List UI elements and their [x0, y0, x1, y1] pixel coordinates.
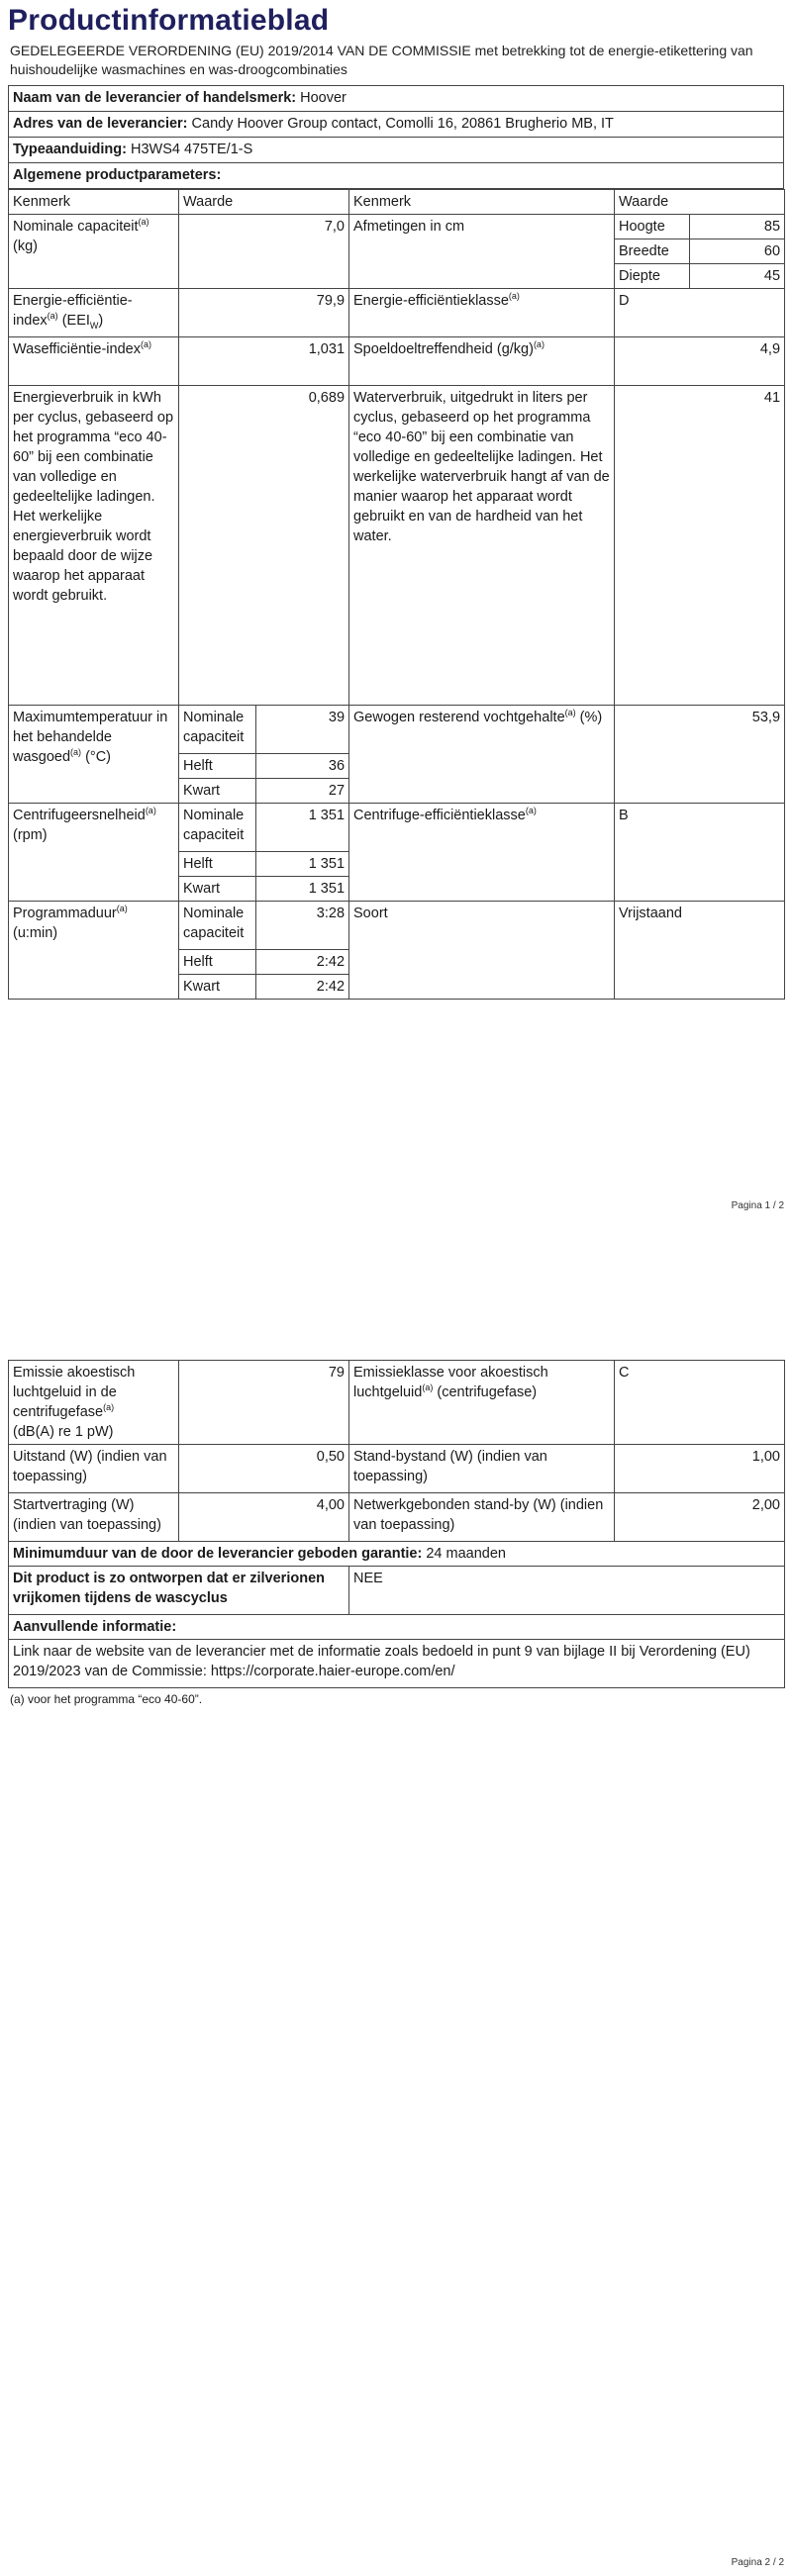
- silver-ions-label: Dit product is zo ontworpen dat er zilverionen vrijkomen tijdens de wascyclus: [9, 1567, 349, 1615]
- table-row: Energie-efficiëntie-index$^{(a)}$ $(EEI_W)$ 79,9 Energie-efficiëntieklasse$^{(a)}$ D: [9, 289, 785, 337]
- rinse-value: 4,9: [615, 337, 785, 386]
- spin-speed-sub: Kwart: [179, 877, 256, 902]
- height-value: 85: [690, 215, 785, 239]
- address-value: Candy Hoover Group contact, Comolli 16, 20861 Brugherio MB, IT: [191, 116, 614, 132]
- table-row: [9, 1567, 785, 1615]
- additional-info-text: Link naar de website van de leverancier met de informatie zoals bedoeld in punt 9 van bijlage II bij Verordening (EU) 2019/2023 van de Commissie: https://corporate.haier-europe.com/en/: [9, 1640, 785, 1688]
- capacity-value: 7,0: [179, 215, 349, 289]
- moisture-label: Gewogen resterend vochtgehalte: [353, 710, 565, 725]
- standby-label: Stand-bystand (W) (indien van toepassing): [349, 1445, 615, 1493]
- noise-unit: (dB(A) re 1 pW): [13, 1424, 114, 1440]
- noise-value: 79: [179, 1361, 349, 1445]
- energy-consumption-value: 0,689: [179, 386, 349, 706]
- model-value: H3WS4 475TE/1-S: [130, 142, 253, 157]
- warranty-value: 24 maanden: [426, 1546, 506, 1562]
- duration-label: Programmaduur: [13, 906, 117, 921]
- spin-speed-label: Centrifugeersnelheid: [13, 808, 146, 823]
- capacity-unit: (kg): [13, 239, 38, 254]
- header-waarde-2: Waarde: [615, 190, 785, 215]
- table-row: [9, 1615, 785, 1640]
- type-value: Vrijstaand: [615, 902, 785, 1000]
- regulation-text: GEDELEGEERDE VERORDENING (EU) 2019/2014 VAN DE COMMISSIE met betrekking tot de energie-etikettering van huishoudelijke wasmachines en was-droogcombinaties: [10, 43, 753, 77]
- height-label: Hoogte: [615, 215, 690, 239]
- eei-value: 79,9: [179, 289, 349, 337]
- duration-sub: Nominale capaciteit: [179, 902, 256, 950]
- table-row: Maximumtemperatuur in het behandelde wasgoed$^{(a)}$ (°C) Nominale capaciteit 39 Gewogen resterend vochtgehalte$^{(a)}$ (%) 53,9: [9, 706, 785, 754]
- max-temp-sub: Nominale capaciteit: [179, 706, 256, 754]
- duration-sub: Kwart: [179, 975, 256, 1000]
- delay-start-value: 4,00: [179, 1493, 349, 1542]
- silver-ions-value: NEE: [349, 1567, 785, 1615]
- params-heading: Algemene productparameters:: [9, 163, 783, 189]
- spin-class-label: Centrifuge-efficiëntieklasse: [353, 808, 526, 823]
- address-label: Adres van de leverancier:: [13, 116, 188, 132]
- energy-class-value: D: [615, 289, 785, 337]
- max-temp-value: 36: [256, 754, 349, 779]
- supplier-label: Naam van de leverancier of handelsmerk:: [13, 90, 297, 106]
- document-title: Productinformatieblad: [8, 4, 330, 37]
- max-temp-unit: (°C): [85, 749, 112, 765]
- moisture-value: 53,9: [615, 706, 785, 804]
- spin-class-value: B: [615, 804, 785, 902]
- model-label: Typeaanduiding:: [13, 142, 127, 157]
- spin-speed-value: 1 351: [256, 804, 349, 852]
- duration-sub: Helft: [179, 950, 256, 975]
- rinse-label: Spoeldoeltreffendheid (g/kg): [353, 341, 534, 357]
- page-2: [8, 1360, 784, 1707]
- page-number-1: Pagina 1 / 2: [731, 1200, 784, 1211]
- page-number-2: Pagina 2 / 2: [731, 2557, 784, 2568]
- spin-speed-sub: Nominale capaciteit: [179, 804, 256, 852]
- header-kenmerk-2: Kenmerk: [349, 190, 615, 215]
- table-row: [9, 1445, 785, 1493]
- network-standby-value: 2,00: [615, 1493, 785, 1542]
- supplier-value: Hoover: [300, 90, 346, 106]
- header-waarde: Waarde: [179, 190, 349, 215]
- max-temp-sub: Helft: [179, 754, 256, 779]
- table-row: Centrifugeersnelheid$^{(a)}$ (rpm) Nominale capaciteit 1 351 Centrifuge-efficiëntieklasse$^{(a)}$ B: [9, 804, 785, 852]
- max-temp-label: Maximumtemperatuur in het behandelde wasgoed: [13, 710, 168, 765]
- eei-label: Energie-efficiëntie-index: [13, 293, 133, 329]
- standby-value: 1,00: [615, 1445, 785, 1493]
- depth-label: Diepte: [615, 264, 690, 289]
- table-row: [9, 386, 785, 706]
- noise-label: Emissie akoestisch luchtgeluid in de centrifugefase: [13, 1365, 136, 1420]
- type-label: Soort: [349, 902, 615, 1000]
- width-value: 60: [690, 239, 785, 264]
- wash-efficiency-value: 1,031: [179, 337, 349, 386]
- energy-consumption-label: Energieverbruik in kWh per cyclus, gebaseerd op het programma “eco 40-60” bij een combinatie van volledige en gedeeltelijke ladingen. Het werkelijke energieverbruik wordt bepaald door de wijze waarop het apparaat wordt gebruikt.: [9, 386, 179, 706]
- table-row: [9, 1542, 785, 1567]
- table-row: Emissie akoestisch luchtgeluid in de centrifugefase$^{(a)}$ (dB(A) re 1 pW) 79 Emissieklasse voor akoestisch luchtgeluid$^{(a)}$ (centrifugefase) C: [9, 1361, 785, 1445]
- supplier-info-box: [8, 85, 784, 189]
- spin-speed-value: 1 351: [256, 852, 349, 877]
- model-row: [9, 138, 783, 163]
- dimensions-label: Afmetingen in cm: [349, 215, 615, 289]
- page-1: [8, 4, 784, 1000]
- delay-start-label: Startvertraging (W) (indien van toepassing): [9, 1493, 179, 1542]
- warranty-label: Minimumduur van de door de leverancier geboden garantie:: [13, 1546, 423, 1562]
- supplier-row: [9, 86, 783, 112]
- footnote: (a) voor het programma “eco 40-60”.: [10, 1692, 203, 1706]
- noise-class-unit: (centrifugefase): [437, 1384, 538, 1400]
- duration-unit: (u:min): [13, 925, 58, 941]
- address-row: [9, 112, 783, 138]
- max-temp-value: 27: [256, 779, 349, 804]
- width-label: Breedte: [615, 239, 690, 264]
- network-standby-label: Netwerkgebonden stand-by (W) (indien van toepassing): [349, 1493, 615, 1542]
- off-mode-label: Uitstand (W) (indien van toepassing): [9, 1445, 179, 1493]
- duration-value: 2:42: [256, 975, 349, 1000]
- water-consumption-label: Waterverbruik, uitgedrukt in liters per cyclus, gebaseerd op het programma “eco 40-60” bij een combinatie van volledige en gedeeltelijke ladingen. Het werkelijke waterverbruik hangt af van de manier waarop het apparaat wordt gebruikt en van de hardheid van het water.: [349, 386, 615, 706]
- duration-value: 3:28: [256, 902, 349, 950]
- capacity-label: Nominale capaciteit: [13, 219, 139, 235]
- off-mode-value: 0,50: [179, 1445, 349, 1493]
- table-row: [9, 1640, 785, 1688]
- noise-class-label: Emissieklasse voor akoestisch luchtgeluid: [353, 1365, 548, 1400]
- table-header-row: [9, 190, 785, 215]
- moisture-unit: (%): [579, 710, 603, 725]
- header-kenmerk: Kenmerk: [9, 190, 179, 215]
- energy-class-label: Energie-efficiëntieklasse: [353, 293, 509, 309]
- noise-class-value: C: [615, 1361, 785, 1445]
- max-temp-sub: Kwart: [179, 779, 256, 804]
- max-temp-value: 39: [256, 706, 349, 754]
- duration-value: 2:42: [256, 950, 349, 975]
- spin-speed-sub: Helft: [179, 852, 256, 877]
- spin-speed-unit: (rpm): [13, 827, 48, 843]
- additional-parameters-table: [8, 1360, 785, 1688]
- product-parameters-table: [8, 189, 785, 1000]
- table-row: Programmaduur$^{(a)}$ (u:min) Nominale capaciteit 3:28 Soort Vrijstaand: [9, 902, 785, 950]
- table-row: [9, 1493, 785, 1542]
- additional-info-label: Aanvullende informatie:: [9, 1615, 785, 1640]
- depth-value: 45: [690, 264, 785, 289]
- table-row: Wasefficiëntie-index$^{(a)}$ 1,031 Spoeldoeltreffendheid $(g/kg)^{(a)}$ 4,9: [9, 337, 785, 386]
- table-row: Nominale capaciteit$^{(a)}$ (kg) 7,0 Afmetingen in cm Hoogte 85: [9, 215, 785, 239]
- water-consumption-value: 41: [615, 386, 785, 706]
- wash-efficiency-label: Wasefficiëntie-index: [13, 341, 141, 357]
- spin-speed-value: 1 351: [256, 877, 349, 902]
